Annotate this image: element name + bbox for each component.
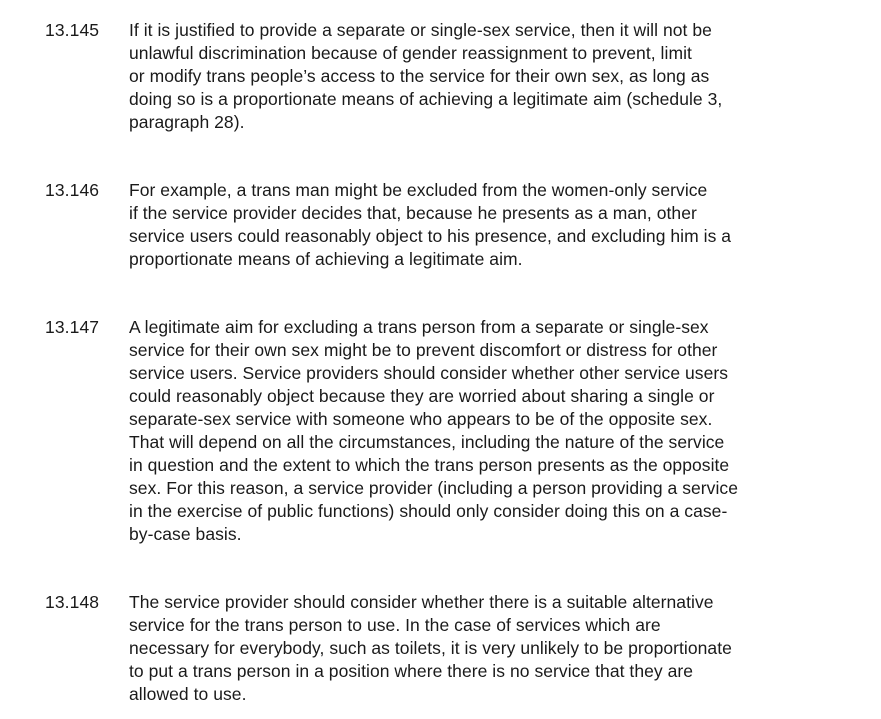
paragraph-number: 13.146	[45, 180, 100, 200]
text-line: A legitimate aim for excluding a trans person from a separate or single-sex	[129, 317, 709, 337]
text-line: could reasonably object because they are worried about sharing a single or	[129, 386, 715, 406]
paragraph-text	[129, 179, 819, 271]
text-line: service users could reasonably object to his presence, and excluding him is a	[129, 226, 732, 246]
text-line: in question and the extent to which the trans person presents as the opposite	[129, 455, 730, 475]
paragraph-number: 13.145	[45, 20, 100, 40]
text-line: If it is justified to provide a separate or single-sex service, then it will not be	[129, 20, 712, 40]
text-line: sex. For this reason, a service provider (including a person providing a service	[129, 478, 739, 498]
text-line: service for the trans person to use. In the case of services which are	[129, 615, 661, 635]
text-line: allowed to use.	[129, 684, 247, 704]
text-line: doing so is a proportionate means of achieving a legitimate aim (schedule 3,	[129, 89, 723, 109]
text-line: to put a trans person in a position where there is no service that they are	[129, 661, 694, 681]
paragraph-text	[129, 316, 819, 546]
text-line: service users. Service providers should consider whether other service users	[129, 363, 729, 383]
text-line: in the exercise of public functions) should only consider doing this on a case-	[129, 501, 728, 521]
text-line: if the service provider decides that, because he presents as a man, other	[129, 203, 697, 223]
text-line: That will depend on all the circumstances, including the nature of the service	[129, 432, 725, 452]
paragraph-text	[129, 591, 819, 706]
paragraph-number: 13.147	[45, 317, 100, 337]
text-line: service for their own sex might be to prevent discomfort or distress for other	[129, 340, 718, 360]
text-line: necessary for everybody, such as toilets, it is very unlikely to be proportionate	[129, 638, 732, 658]
text-line: unlawful discrimination because of gender reassignment to prevent, limit	[129, 43, 692, 63]
text-line: proportionate means of achieving a legitimate aim.	[129, 249, 523, 269]
paragraph-number: 13.148	[45, 592, 100, 612]
text-line: by-case basis.	[129, 524, 242, 544]
text-line: separate-sex service with someone who appears to be of the opposite sex.	[129, 409, 713, 429]
paragraph-text	[129, 19, 819, 134]
text-line: or modify trans people’s access to the service for their own sex, as long as	[129, 66, 710, 86]
text-line: The service provider should consider whether there is a suitable alternative	[129, 592, 714, 612]
text-line: For example, a trans man might be excluded from the women-only service	[129, 180, 708, 200]
text-line: paragraph 28).	[129, 112, 245, 132]
